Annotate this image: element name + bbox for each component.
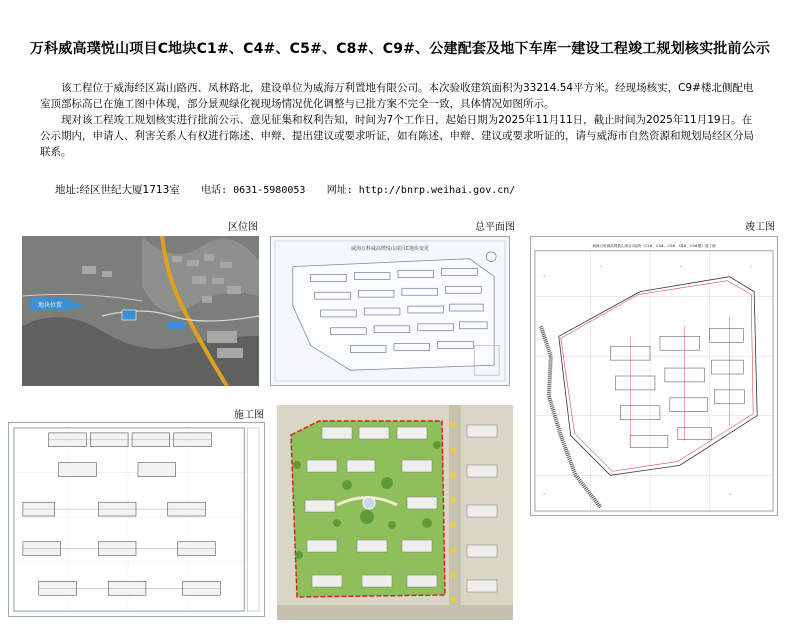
- notice-paragraph: 现对该工程竣工规划核实进行批前公示、意见征集和权利告知，时间为7个工作日，起始日期为2025年11月11日，截止时间为2025年11月19日。在公示期内，申请人、利害关系人有权进行陈述、申辩、提出建议或要求听证，如有陈述、申辩、建议或要求听证的，请与威海市自然资源和规划局经区分局联系。: [40, 114, 754, 158]
- master-plan-image: [271, 237, 509, 385]
- svg-text:+: +: [600, 263, 603, 268]
- construction-drawing: [8, 422, 265, 617]
- parcel-marker-text: 地块位置: [37, 302, 63, 309]
- master-plan: [270, 236, 510, 386]
- completion-drawing: [530, 236, 778, 516]
- svg-text:+: +: [729, 492, 732, 497]
- phone-text: 电话: 0631-5980053: [201, 185, 306, 196]
- address-text: 地址:经区世纪大厦1713室: [55, 184, 180, 196]
- landscape-plan: [277, 405, 513, 620]
- master-plan-sheet-title: 威海万科威高璞悦山项目C地块变更: [351, 245, 429, 252]
- intro-paragraph: 该工程位于威海经区嵩山路西、凤林路北，建设单位为威海万利置地有限公司。本次验收建筑面积为33214.54平方米。经现场核实，C9#楼北侧配电室顶部标高已在施工图中体现，部分景观绿化视现场情况优化调整与已批方案不完全一致，具体情况如图所示。: [40, 82, 754, 110]
- location-map-image: [22, 236, 259, 386]
- svg-text:+: +: [749, 263, 752, 268]
- construction-drawing-label: 施工图: [234, 410, 264, 421]
- completion-drawing-image: [531, 237, 777, 515]
- construction-drawing-image: [9, 423, 264, 616]
- completion-drawing-label: 竣工图: [745, 222, 775, 233]
- svg-text:+: +: [679, 263, 683, 268]
- location-map: [22, 236, 259, 386]
- svg-text:+: +: [542, 273, 546, 278]
- svg-text:+: +: [542, 492, 546, 497]
- contact-line: [55, 181, 533, 197]
- master-plan-label: 总平面图: [475, 222, 515, 233]
- completion-sheet-title: 威海万科威高璞悦山项目C地块（C1#、C4#、C5#、C8#、C9#楼）竣工图: [592, 243, 716, 248]
- location-map-label: 区位图: [228, 222, 258, 233]
- landscape-plan-image: [277, 405, 513, 620]
- website-link[interactable]: 网址: http://bnrp.weihai.gov.cn/: [326, 185, 516, 196]
- page-title: 万科威高璞悦山项目C地块C1#、C4#、C5#、C8#、C9#、公建配套及地下车库一建设工程竣工规划核实批前公示: [29, 41, 771, 57]
